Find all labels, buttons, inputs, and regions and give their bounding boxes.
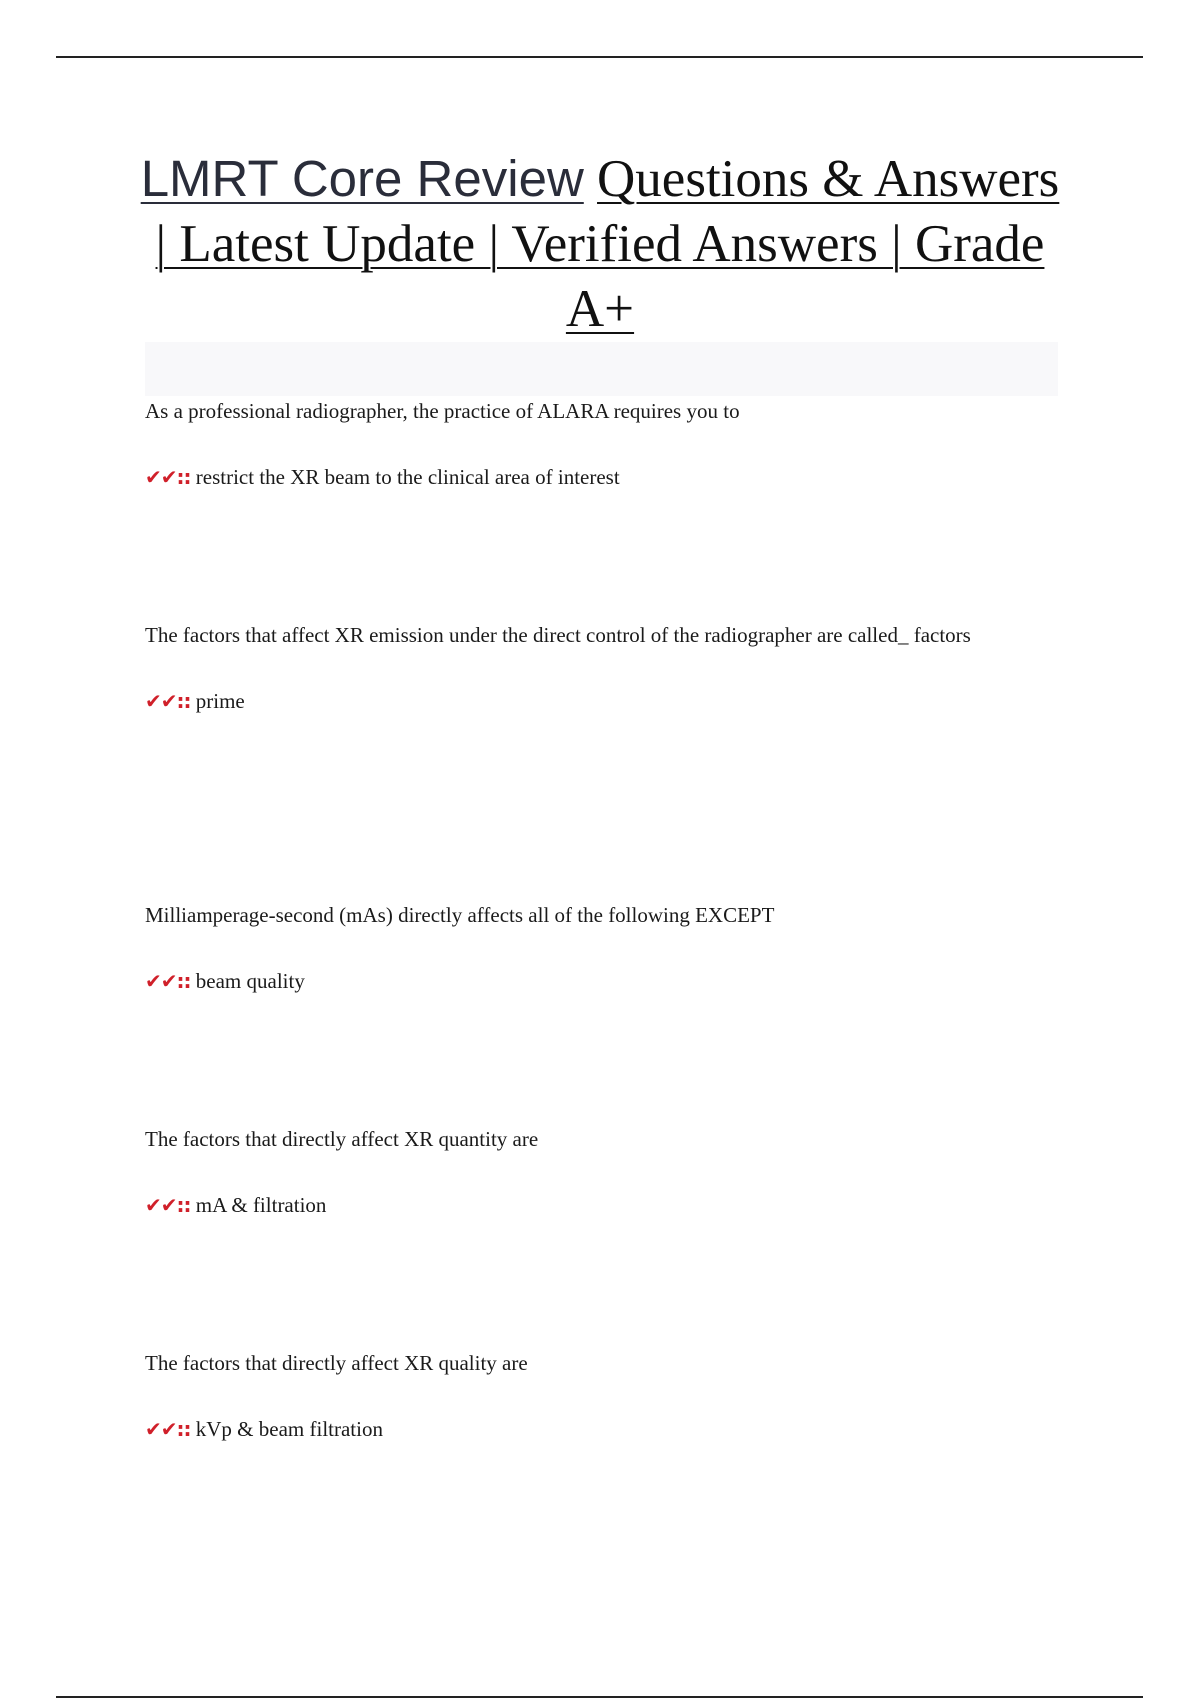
question-text: The factors that directly affect XR quality are [145, 1351, 528, 1375]
qa-item-5 [145, 1335, 1065, 1449]
answer-text: beam quality [195, 969, 305, 993]
answer-row [145, 457, 1065, 497]
qa-item-1 [145, 383, 1065, 497]
answer-row [145, 1409, 1065, 1449]
title-part-1: LMRT Core Review [140, 150, 584, 207]
question-text: The factors that affect XR emission under the direct control of the radiographer are called_ factors [145, 623, 971, 647]
answer-text: kVp & beam filtration [195, 1417, 383, 1441]
check-icon: ✔✔:: [145, 465, 191, 489]
top-rule [56, 56, 1143, 58]
question-text: The factors that directly affect XR quantity are [145, 1127, 539, 1151]
check-icon: ✔✔:: [145, 689, 191, 713]
answer-row [145, 681, 1065, 721]
answer-text: prime [195, 689, 245, 713]
bottom-rule [56, 1696, 1143, 1698]
check-icon: ✔✔:: [145, 1417, 191, 1441]
qa-item-2 [145, 607, 1065, 721]
check-icon: ✔✔:: [145, 1193, 191, 1217]
answer-text: mA & filtration [195, 1193, 327, 1217]
document-title [140, 146, 1060, 342]
question-text: Milliamperage-second (mAs) directly affects all of the following EXCEPT [145, 903, 775, 927]
answer-row [145, 1185, 1065, 1225]
answer-row [145, 961, 1065, 1001]
title-part-2: Questions & Answers | Latest Update | Verified Answers | Grade A+ [155, 150, 1060, 338]
qa-item-3 [145, 887, 1065, 1001]
qa-item-4 [145, 1111, 1065, 1225]
check-icon: ✔✔:: [145, 969, 191, 993]
answer-text: restrict the XR beam to the clinical area of interest [195, 465, 620, 489]
question-text: As a professional radiographer, the practice of ALARA requires you to [145, 399, 740, 423]
